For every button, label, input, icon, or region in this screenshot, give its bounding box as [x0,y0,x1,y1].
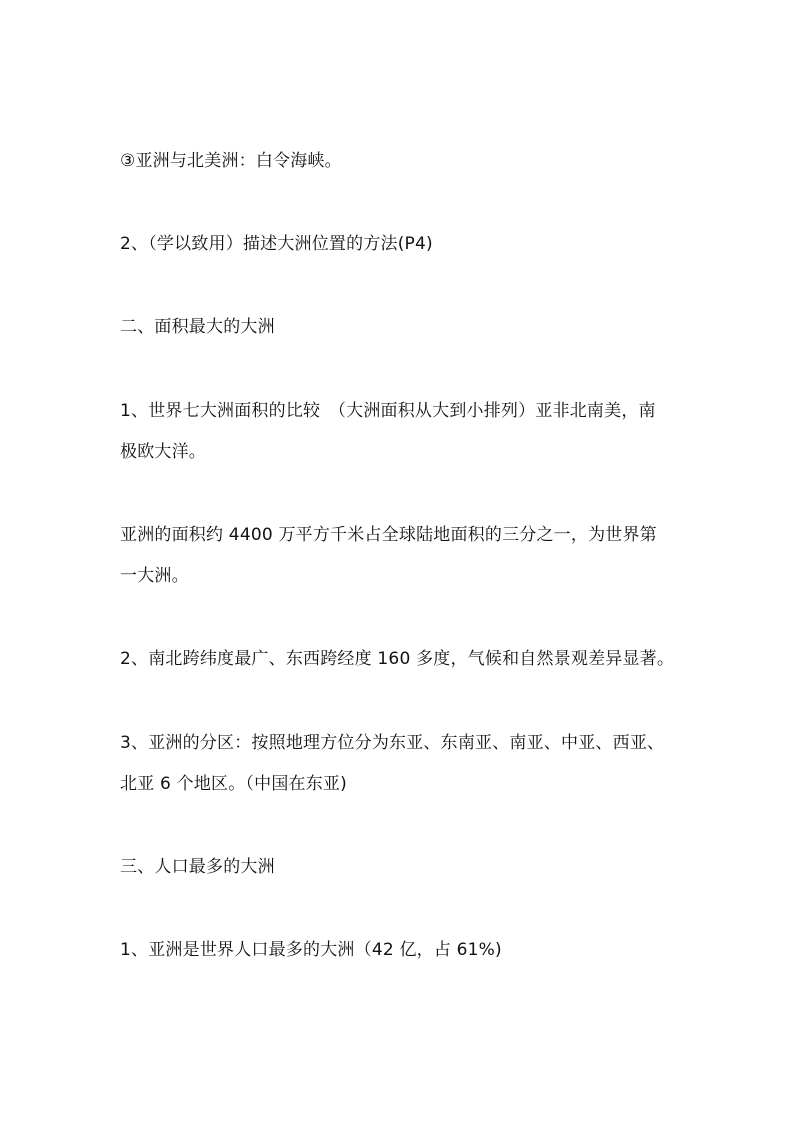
latitude-longitude-item: 2、南北跨纬度最广、东西跨经度 160 多度，气候和自然景观差异显著。 [120,649,675,669]
asia-area-paragraph-line-2: 一大洲。 [120,566,189,586]
method-item: 2、（学以致用）描述大洲位置的方法(P4) [120,234,433,254]
section-heading-most-populous: 三、人口最多的大洲 [120,857,275,877]
area-comparison-paragraph-line-1: 1、世界七大洲面积的比较 （大洲面积从大到小排列）亚非北南美，南 [120,401,656,421]
section-heading-largest-continent: 二、面积最大的大洲 [120,317,275,337]
area-comparison-paragraph-line-2: 极欧大洋。 [120,442,206,462]
asia-area-paragraph-line-1: 亚洲的面积约 4400 万平方千米占全球陆地面积的三分之一，为世界第 [120,525,657,545]
asia-regions-item-line-1: 3、亚洲的分区：按照地理方位分为东亚、东南亚、南亚、中亚、西亚、 [120,733,665,753]
asia-regions-item-line-2: 北亚 6 个地区。（中国在东亚) [120,774,347,794]
population-item: 1、亚洲是世界人口最多的大洲（42 亿，占 61%) [120,940,502,960]
strait-item-asia-north-america: ③亚洲与北美洲：白令海峡。 [120,151,342,171]
